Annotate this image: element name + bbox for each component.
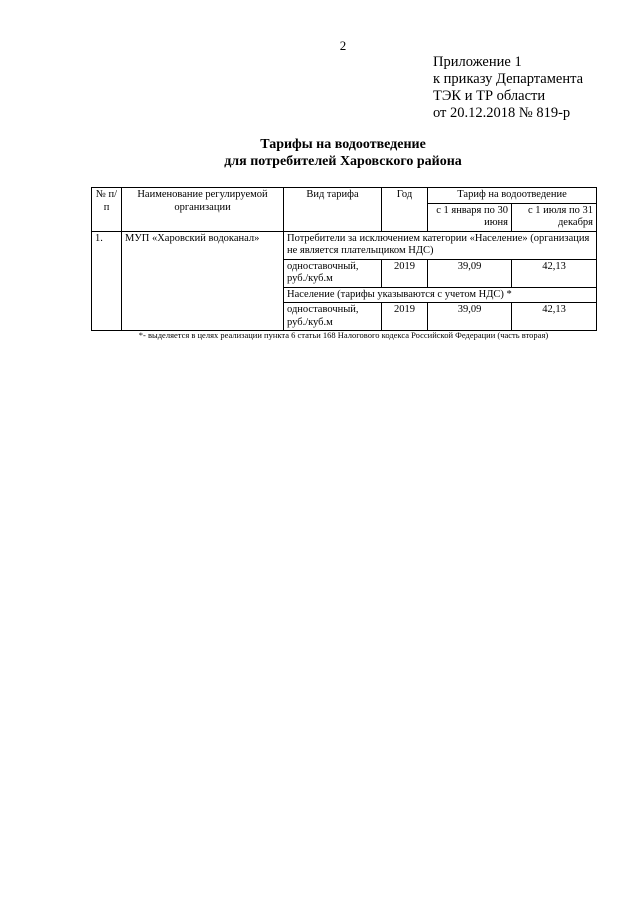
tariff-type: одноставочный, руб./куб.м: [284, 259, 382, 287]
title-line: для потребителей Харовского района: [224, 154, 462, 169]
table-header-row: [92, 188, 597, 204]
header-type: Вид тарифа: [284, 188, 382, 232]
header-period-1: с 1 января по 30 июня: [428, 203, 512, 231]
tariff-year: 2019: [382, 303, 428, 331]
tariff-value-2: 42,13: [512, 303, 597, 331]
appendix-block: [433, 54, 583, 122]
tariff-year: 2019: [382, 259, 428, 287]
appendix-line: от 20.12.2018 № 819-р: [433, 105, 571, 121]
appendix-line: к приказу Департамента: [433, 71, 584, 87]
appendix-line: Приложение 1: [433, 54, 522, 70]
header-year: Год: [382, 188, 428, 232]
tariff-value-1: 39,09: [428, 259, 512, 287]
row-number: 1.: [92, 231, 122, 331]
page-number: 2: [339, 38, 347, 53]
header-org: Наименование регулируемой организации: [122, 188, 284, 232]
title-line: Тарифы на водоотведение: [260, 137, 426, 152]
header-num: № п/п: [92, 188, 122, 232]
table-row: [92, 231, 597, 259]
tariff-type: одноставочный, руб./куб.м: [284, 303, 382, 331]
header-tariff: Тариф на водоотведение: [428, 188, 597, 204]
appendix-line: ТЭК и ТР области: [433, 88, 546, 104]
consumer-group-label: Население (тарифы указываются с учетом НДС) *: [284, 287, 597, 303]
organization-name: МУП «Харовский водоканал»: [122, 231, 284, 331]
tariff-table: [91, 187, 597, 331]
tariff-value-2: 42,13: [512, 259, 597, 287]
footnote: *- выделяется в целях реализации пункта 6 статьи 168 Налогового кодекса Российской Федерации (часть вторая): [138, 330, 549, 340]
header-period-2: с 1 июля по 31 декабря: [512, 203, 597, 231]
tariff-value-1: 39,09: [428, 303, 512, 331]
document-title: [0, 136, 640, 170]
consumer-group-label: Потребители за исключением категории «Население» (организация не является плательщиком НДС): [284, 231, 597, 259]
